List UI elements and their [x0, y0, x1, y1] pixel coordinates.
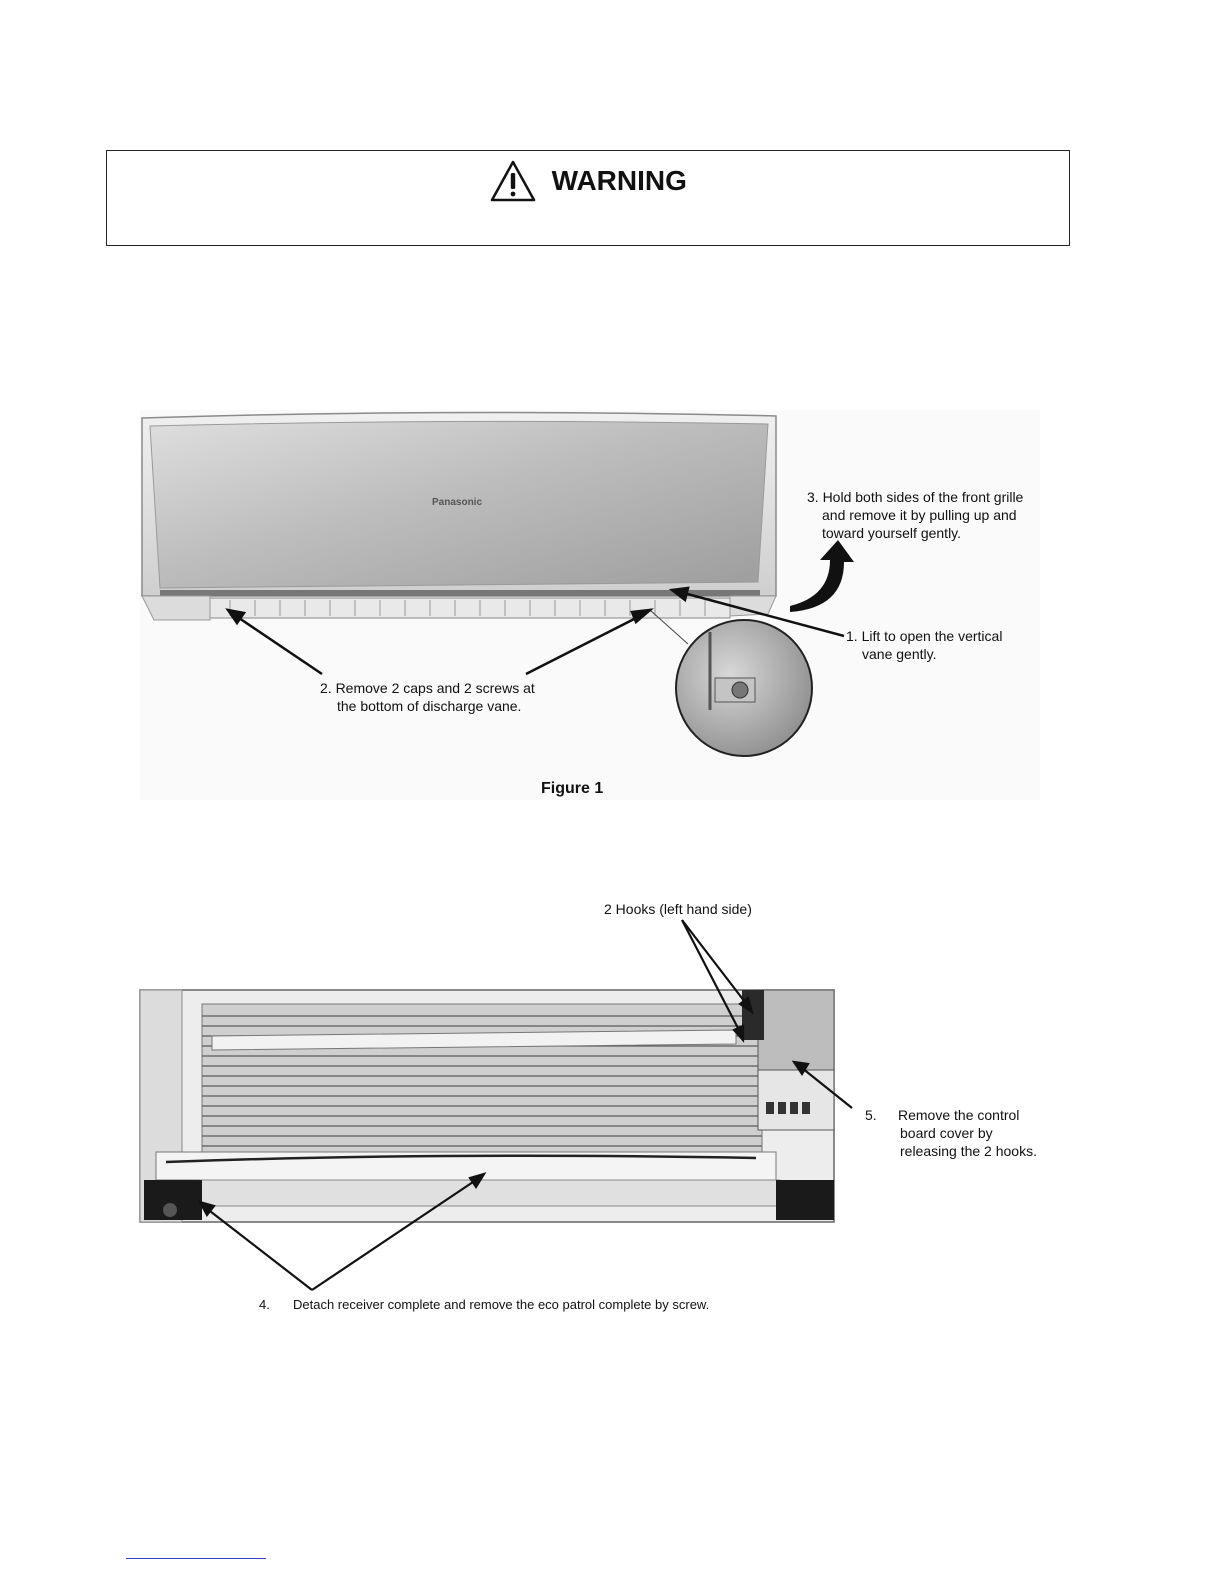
- figure-1: [140, 410, 1040, 800]
- step-3-line-2: and remove it by pulling up and: [822, 507, 1017, 523]
- figure-1-illustration: [140, 410, 1040, 800]
- step-2-line-1: 2. Remove 2 caps and 2 screws at: [320, 680, 535, 696]
- step-5-number: 5.: [865, 1107, 877, 1123]
- figure-2-illustration: [136, 890, 1056, 1320]
- step-5-line-2: board cover by: [900, 1125, 993, 1141]
- step-2-line-2: the bottom of discharge vane.: [337, 698, 522, 714]
- step-4-number: 4.: [259, 1297, 270, 1312]
- brand-logo: Panasonic: [432, 497, 483, 508]
- warning-triangle-icon: [489, 159, 537, 203]
- warning-box: [106, 150, 1070, 246]
- footer-link-rule: [126, 1558, 266, 1559]
- step-1-line-1: 1. Lift to open the vertical: [846, 628, 1003, 644]
- warning-title: WARNING: [551, 165, 687, 196]
- step-4-text: Detach receiver complete and remove the eco patrol complete by screw.: [293, 1297, 710, 1312]
- figure-2: [136, 890, 1056, 1320]
- step-5-line-1: Remove the control: [898, 1107, 1020, 1123]
- step-5-line-3: releasing the 2 hooks.: [900, 1143, 1037, 1159]
- hooks-label: 2 Hooks (left hand side): [604, 901, 752, 917]
- step-3-line-1: 3. Hold both sides of the front grille: [807, 489, 1024, 505]
- warning-header: [107, 159, 1069, 203]
- figure-1-caption: Figure 1: [541, 780, 604, 797]
- step-3-line-3: toward yourself gently.: [822, 525, 962, 541]
- step-1-line-2: vane gently.: [862, 646, 937, 662]
